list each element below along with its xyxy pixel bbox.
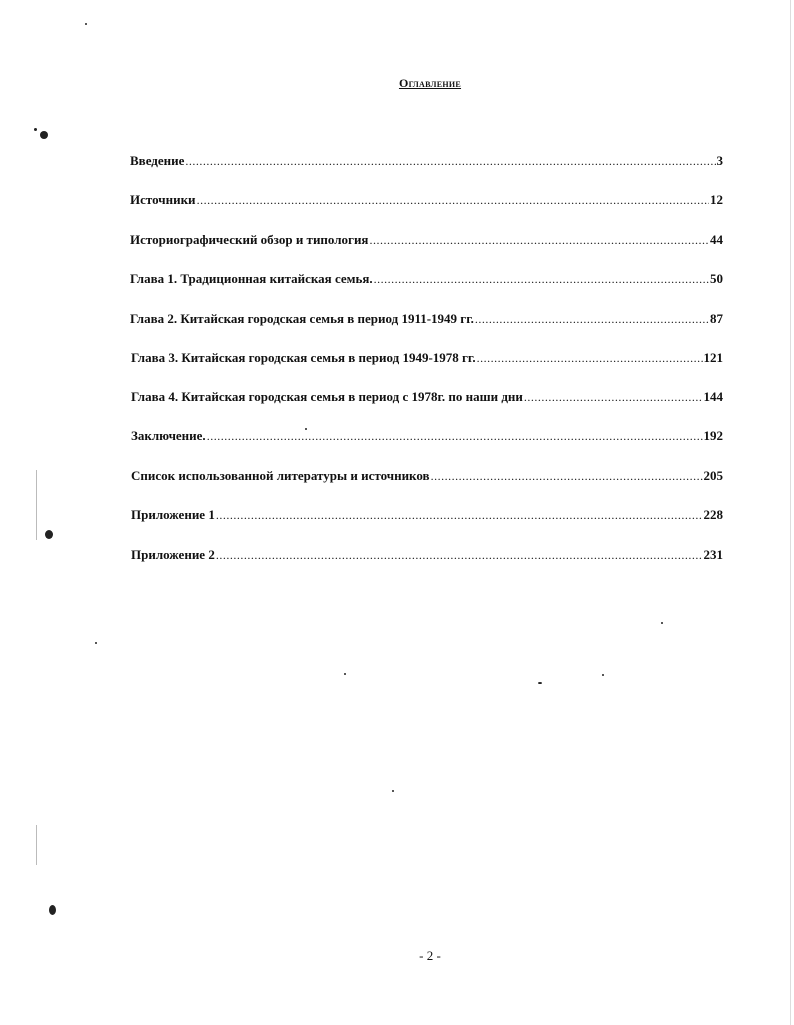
toc-entry-label: Список использованной литературы и источников xyxy=(131,468,430,483)
toc-entry-page: 231 xyxy=(703,547,723,562)
speck xyxy=(95,642,97,644)
punch-mark xyxy=(49,905,56,915)
dot-leader xyxy=(207,429,703,444)
dot-leader xyxy=(374,272,709,287)
toc-entry[interactable] xyxy=(131,389,723,405)
dot-leader xyxy=(369,233,709,248)
dot-leader xyxy=(524,390,703,405)
speck xyxy=(85,23,87,25)
scan-edge-line xyxy=(36,470,37,540)
speck xyxy=(344,673,346,675)
dot-leader xyxy=(216,548,703,563)
toc-title: Оглавление xyxy=(398,76,462,90)
speck xyxy=(602,674,604,676)
page-number-footer: - 2 - xyxy=(419,948,441,963)
speck xyxy=(305,428,307,430)
punch-mark xyxy=(45,530,53,539)
toc-entry-page: 205 xyxy=(703,468,723,483)
toc-entry-page: 121 xyxy=(703,350,723,365)
speck xyxy=(392,790,394,792)
toc-entry-page: 50 xyxy=(710,271,723,286)
toc-entry-page: 44 xyxy=(710,232,723,247)
toc-entry[interactable] xyxy=(131,507,723,523)
toc-entry[interactable] xyxy=(131,547,723,563)
toc-entry[interactable] xyxy=(130,192,723,208)
toc-entry-page: 144 xyxy=(703,389,723,404)
toc-entry[interactable] xyxy=(130,271,723,287)
toc-entry[interactable] xyxy=(130,311,723,327)
toc-entry-label: Введение xyxy=(130,153,185,168)
toc-entry-label: Приложение 2 xyxy=(131,547,215,562)
dot-leader xyxy=(197,193,709,208)
toc-entry[interactable] xyxy=(131,350,723,366)
toc-entry-label: Глава 2. Китайская городская семья в период 1911-1949 гг. xyxy=(130,311,474,326)
dot-leader xyxy=(185,154,715,169)
toc-entry-page: 228 xyxy=(703,507,723,522)
toc-entry-page: 12 xyxy=(710,192,723,207)
toc-entry[interactable] xyxy=(131,468,723,484)
scan-edge-line xyxy=(36,825,37,865)
toc-entry-label: Глава 1. Традиционная китайская семья. xyxy=(130,271,373,286)
punch-mark xyxy=(40,131,48,139)
dot-leader xyxy=(431,469,703,484)
toc-entry[interactable] xyxy=(131,428,723,444)
toc-entry-page: 192 xyxy=(703,428,723,443)
toc-entry-page: 3 xyxy=(716,153,723,168)
scan-edge-line xyxy=(790,0,791,1025)
dot-leader xyxy=(477,351,703,366)
toc-entry-label: Глава 3. Китайская городская семья в период 1949-1978 гг. xyxy=(131,350,476,365)
speck xyxy=(34,128,37,131)
toc-entry-label: Заключение. xyxy=(131,428,206,443)
toc-entry[interactable] xyxy=(130,153,723,169)
toc-entry-label: Приложение 1 xyxy=(131,507,215,522)
toc-entry-label: Источники xyxy=(130,192,196,207)
toc-entry[interactable] xyxy=(130,232,723,248)
toc-entry-label: Историографический обзор и типология xyxy=(130,232,369,247)
dot-leader xyxy=(216,508,703,523)
speck xyxy=(661,622,663,624)
toc-entry-label: Глава 4. Китайская городская семья в период с 1978г. по наши дни xyxy=(131,389,523,404)
dot-leader xyxy=(475,312,709,327)
toc-entry-page: 87 xyxy=(710,311,723,326)
speck xyxy=(538,682,542,684)
